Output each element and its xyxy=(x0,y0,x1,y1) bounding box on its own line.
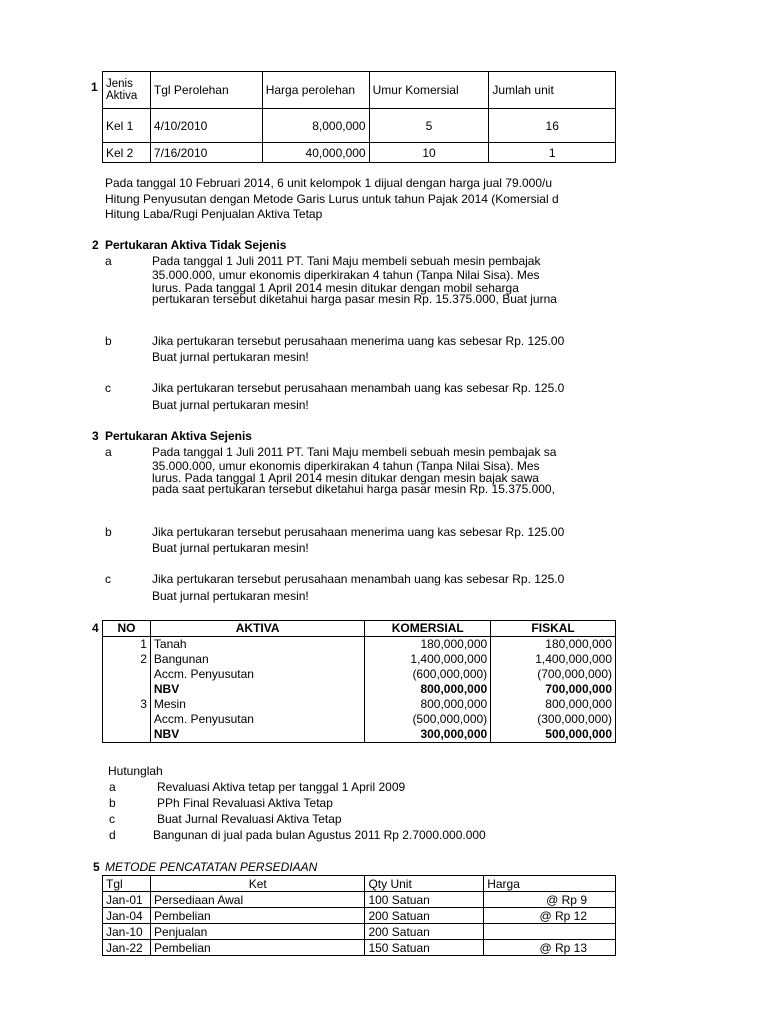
cell-qty: 100 Satuan xyxy=(365,892,484,908)
cell-tgl: Jan-04 xyxy=(103,908,151,924)
s2-a-line: Pada tanggal 1 Juli 2011 PT. Tani Maju membeli sebuah mesin pembajak xyxy=(152,254,541,268)
cell-komersial: 300,000,000 xyxy=(365,727,491,743)
section-5-title: METODE PENCATATAN PERSEDIAAN xyxy=(105,860,318,874)
cell-komersial: 800,000,000 xyxy=(365,682,491,697)
s1-line-2: Hitung Penyusutan dengan Metode Garis Lurus untuk tahun Pajak 2014 (Komersial d xyxy=(105,192,559,206)
revaluation-table xyxy=(102,620,616,743)
s1-line-1: Pada tanggal 10 Februari 2014, 6 unit kelompok 1 dijual dengan harga jual 79.000/u xyxy=(105,176,552,190)
table-row xyxy=(103,682,616,697)
table-row xyxy=(103,892,616,908)
s2-a-line: lurus. Pada tanggal 1 April 2014 mesin ditukar dengan mobil seharga xyxy=(152,281,519,295)
cell-tgl: 4/10/2010 xyxy=(150,109,262,143)
cell-komersial: 180,000,000 xyxy=(365,637,491,653)
section-3-title: Pertukaran Aktiva Sejenis xyxy=(105,429,252,443)
s2-b-label: b xyxy=(105,334,112,348)
s4-item-text: PPh Final Revaluasi Aktiva Tetap xyxy=(157,796,333,810)
table-row xyxy=(103,637,616,653)
cell-fiskal: 700,000,000 xyxy=(491,682,616,697)
header-umur: Umur Komersial xyxy=(369,72,489,109)
s4-item-label: a xyxy=(109,780,116,794)
s2-c-line: Buat jurnal pertukaran mesin! xyxy=(152,398,309,412)
s4-item-text: Buat Jurnal Revaluasi Aktiva Tetap xyxy=(157,812,342,826)
cell-fiskal: 800,000,000 xyxy=(491,697,616,712)
s2-b-line: Jika pertukaran tersebut perusahaan menerima uang kas sebesar Rp. 125.00 xyxy=(152,334,565,348)
s2-a-line: 35.000.000, umur ekonomis diperkirakan 4 tahun (Tanpa Nilai Sisa). Mes xyxy=(152,268,540,282)
cell-tgl: Jan-10 xyxy=(103,924,151,940)
table-row xyxy=(103,727,616,743)
table-row xyxy=(103,908,616,924)
cell-ket: Pembelian xyxy=(150,908,364,924)
cell-komersial: (600,000,000) xyxy=(365,667,491,682)
s3-c-line: Jika pertukaran tersebut perusahaan menambah uang kas sebesar Rp. 125.0 xyxy=(152,572,565,586)
s4-item-label: b xyxy=(109,796,116,810)
cell-fiskal: (300,000,000) xyxy=(491,712,616,727)
s3-c-line: Buat jurnal pertukaran mesin! xyxy=(152,589,309,603)
cell-ket: Pembelian xyxy=(150,940,364,956)
cell-unit: 16 xyxy=(489,109,616,143)
s3-a-label: a xyxy=(105,445,112,459)
table-row xyxy=(103,940,616,956)
cell-harga: 40,000,000 xyxy=(262,143,369,163)
s4-item-label: d xyxy=(109,828,116,842)
table-row xyxy=(103,652,616,667)
section-3-number: 3 xyxy=(92,429,99,443)
table-row xyxy=(103,143,616,163)
table-row xyxy=(103,924,616,940)
s2-b-line: Buat jurnal pertukaran mesin! xyxy=(152,350,309,364)
cell-tgl: Jan-22 xyxy=(103,940,151,956)
s3-c-label: c xyxy=(105,572,111,586)
cell-no xyxy=(103,667,151,682)
s4-item-text: Bangunan di jual pada bulan Agustus 2011 Rp 2.7000.000.000 xyxy=(153,828,486,842)
section-4-number: 4 xyxy=(92,621,99,635)
header-tgl: Tgl xyxy=(103,876,151,892)
cell-aktiva: Accm. Penyusutan xyxy=(150,712,364,727)
cell-tgl: 7/16/2010 xyxy=(150,143,262,163)
s3-b-line: Buat jurnal pertukaran mesin! xyxy=(152,541,309,555)
cell-no xyxy=(103,712,151,727)
table-row xyxy=(103,109,616,143)
header-jenis-aktiva: Jenis Aktiva xyxy=(103,72,151,109)
cell-no xyxy=(103,682,151,697)
section-2-number: 2 xyxy=(92,238,99,252)
cell-harga xyxy=(484,924,616,940)
s4-item-text: Revaluasi Aktiva tetap per tanggal 1 April 2009 xyxy=(157,780,406,794)
cell-aktiva: Accm. Penyusutan xyxy=(150,667,364,682)
cell-aktiva: NBV xyxy=(150,682,364,697)
cell-aktiva: Tanah xyxy=(150,637,364,653)
table-row xyxy=(103,697,616,712)
header-harga: Harga xyxy=(484,876,616,892)
s2-a-label: a xyxy=(105,254,112,268)
s3-b-line: Jika pertukaran tersebut perusahaan menerima uang kas sebesar Rp. 125.00 xyxy=(152,525,565,539)
cell-jenis: Kel 1 xyxy=(103,109,151,143)
s1-line-3: Hitung Laba/Rugi Penjualan Aktiva Tetap xyxy=(105,207,323,221)
cell-no xyxy=(103,727,151,743)
cell-ket: Persediaan Awal xyxy=(150,892,364,908)
revaluation-table-header xyxy=(103,621,616,637)
cell-komersial: (500,000,000) xyxy=(365,712,491,727)
cell-qty: 150 Satuan xyxy=(365,940,484,956)
cell-qty: 200 Satuan xyxy=(365,924,484,940)
cell-unit: 1 xyxy=(489,143,616,163)
s2-a-line: pertukaran tersebut diketahui harga pasar mesin Rp. 15.375.000, Buat jurna xyxy=(152,292,557,306)
header-harga: Harga perolehan xyxy=(262,72,369,109)
s3-a-line: pada saat pertukaran tersebut diketahui harga pasar mesin Rp. 15.375.000, xyxy=(152,482,555,496)
s3-b-label: b xyxy=(105,525,112,539)
cell-jenis: Kel 2 xyxy=(103,143,151,163)
cell-no: 2 xyxy=(103,652,151,667)
cell-aktiva: NBV xyxy=(150,727,364,743)
inventory-table-header xyxy=(103,876,616,892)
header-qty: Qty Unit xyxy=(365,876,484,892)
table-row xyxy=(103,667,616,682)
cell-aktiva: Bangunan xyxy=(150,652,364,667)
cell-qty: 200 Satuan xyxy=(365,908,484,924)
cell-fiskal: 180,000,000 xyxy=(491,637,616,653)
cell-harga: @ Rp 12 xyxy=(484,908,616,924)
header-unit: Jumlah unit xyxy=(489,72,616,109)
header-fiskal: FISKAL xyxy=(491,621,616,637)
cell-fiskal: 1,400,000,000 xyxy=(491,652,616,667)
s3-a-line: lurus. Pada tanggal 1 April 2014 mesin ditukar dengan mesin bajak sawa xyxy=(152,471,539,485)
header-komersial: KOMERSIAL xyxy=(365,621,491,637)
cell-komersial: 1,400,000,000 xyxy=(365,652,491,667)
cell-tgl: Jan-01 xyxy=(103,892,151,908)
s2-c-label: c xyxy=(105,381,111,395)
asset-table xyxy=(102,71,616,163)
header-ket: Ket xyxy=(150,876,364,892)
s3-a-line: Pada tanggal 1 Juli 2011 PT. Tani Maju membeli sebuah mesin pembajak sa xyxy=(152,445,557,459)
section-2-title: Pertukaran Aktiva Tidak Sejenis xyxy=(105,238,287,252)
header-aktiva: AKTIVA xyxy=(150,621,364,637)
cell-fiskal: 500,000,000 xyxy=(491,727,616,743)
s3-a-line: 35.000.000, umur ekonomis diperkirakan 4 tahun (Tanpa Nilai Sisa). Mes xyxy=(152,459,540,473)
cell-no: 3 xyxy=(103,697,151,712)
cell-umur: 5 xyxy=(369,109,489,143)
asset-table-header xyxy=(103,72,616,109)
inventory-table xyxy=(102,875,616,956)
cell-no: 1 xyxy=(103,637,151,653)
header-tgl: Tgl Perolehan xyxy=(150,72,262,109)
cell-harga: 8,000,000 xyxy=(262,109,369,143)
cell-aktiva: Mesin xyxy=(150,697,364,712)
hutunglah-label: Hutunglah xyxy=(108,764,163,778)
table-row xyxy=(103,712,616,727)
cell-umur: 10 xyxy=(369,143,489,163)
section-5-number: 5 xyxy=(93,860,100,874)
cell-harga: @ Rp 13 xyxy=(484,940,616,956)
cell-fiskal: (700,000,000) xyxy=(491,667,616,682)
s4-item-label: c xyxy=(109,812,115,826)
cell-komersial: 800,000,000 xyxy=(365,697,491,712)
cell-harga: @ Rp 9 xyxy=(484,892,616,908)
section-1-number: 1 xyxy=(91,80,98,94)
s2-c-line: Jika pertukaran tersebut perusahaan menambah uang kas sebesar Rp. 125.0 xyxy=(152,381,565,395)
cell-ket: Penjualan xyxy=(150,924,364,940)
header-no: NO xyxy=(103,621,151,637)
